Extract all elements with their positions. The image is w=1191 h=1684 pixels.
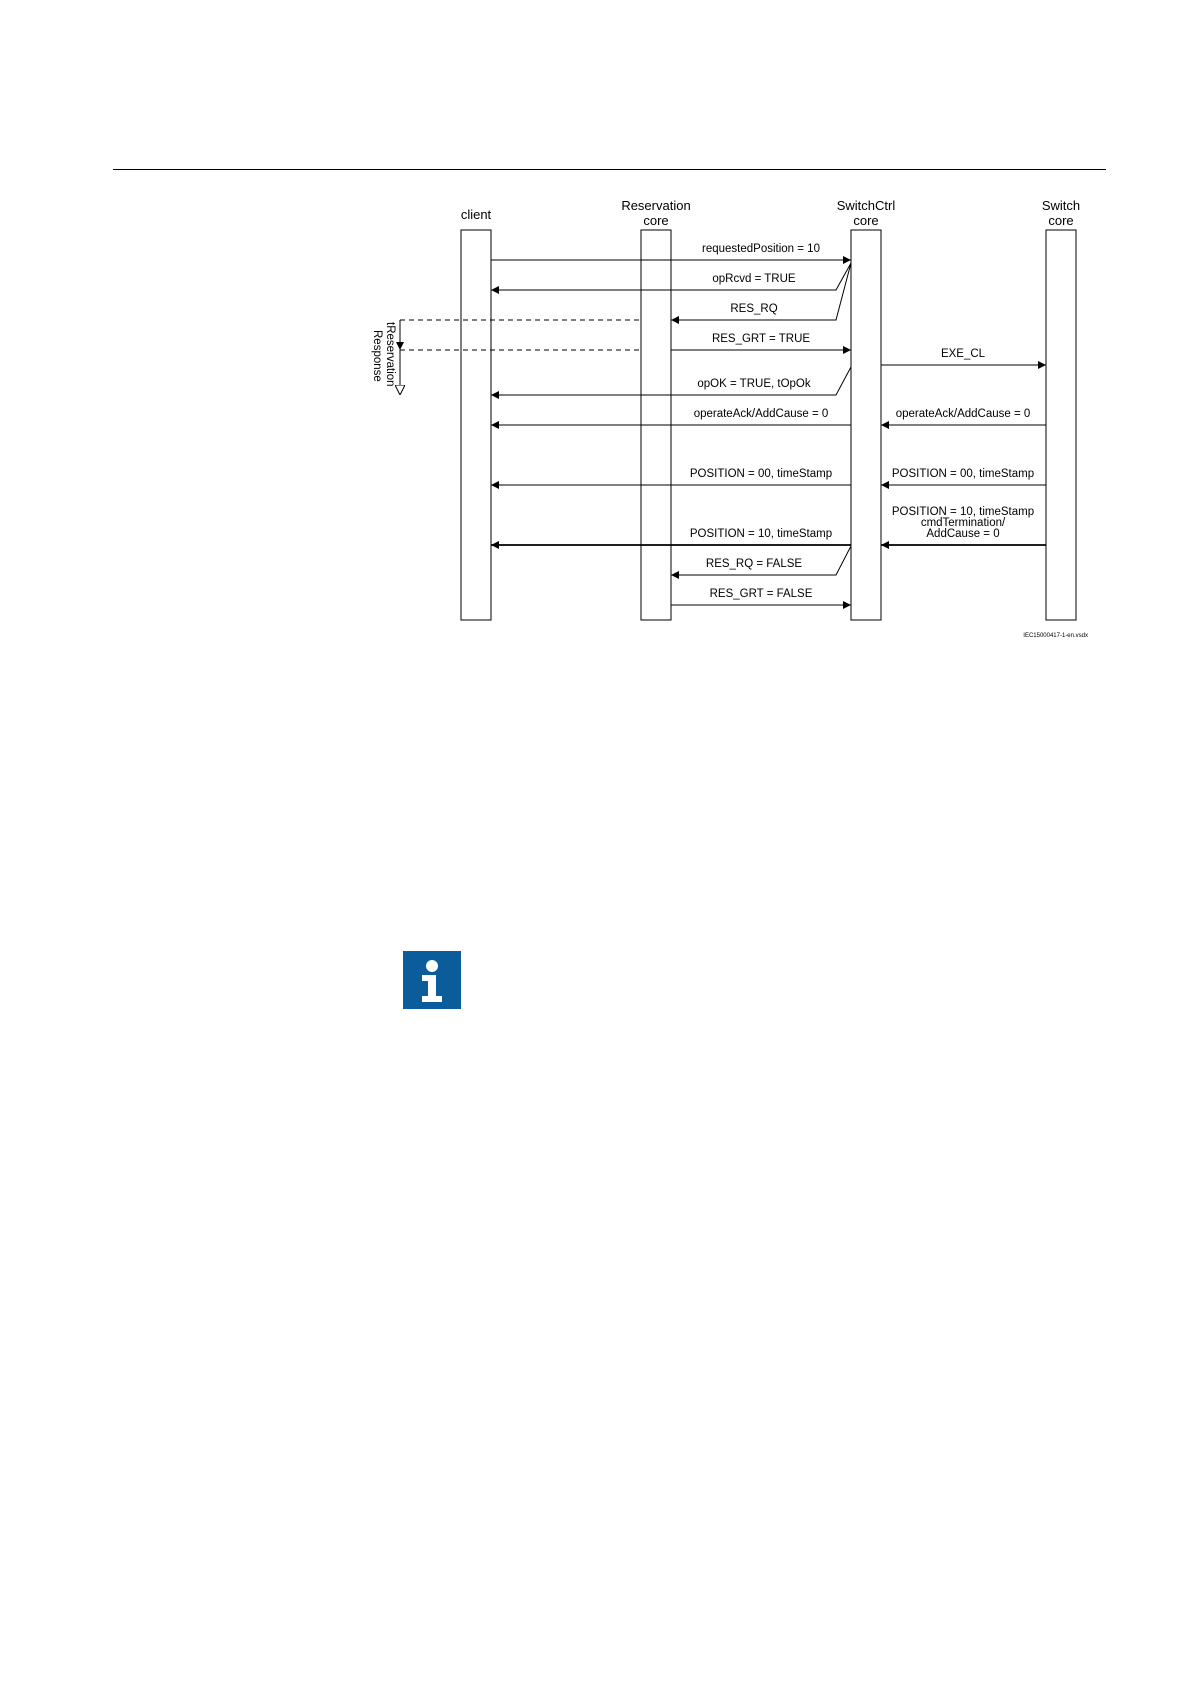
- message-label-operate-ack-switch: operateAck/AddCause = 0: [895, 408, 1031, 420]
- message-label-position-10-client: POSITION = 10, timeStamp: [689, 528, 833, 540]
- message-label-operate-ack-client: operateAck/AddCause = 0: [693, 408, 829, 420]
- lifeline-header-switchctrl: SwitchCtrl: [836, 198, 896, 213]
- lifeline-header-switch: Switch: [1041, 198, 1081, 213]
- timer-label-line2: Response: [371, 330, 383, 382]
- lifeline-box-switch: [1046, 230, 1076, 620]
- message-label-position-10-switch: POSITION = 10, timeStamp: [891, 506, 1035, 518]
- lifeline-box-client: [461, 230, 491, 620]
- message-label-res-grt-false: RES_GRT = FALSE: [709, 588, 813, 600]
- message-label-res-rq-false: RES_RQ = FALSE: [705, 558, 803, 570]
- info-icon: [403, 951, 461, 1009]
- message-label-res-grt-true: RES_GRT = TRUE: [711, 333, 811, 345]
- lifeline-header-reservation-sub: core: [643, 213, 669, 228]
- lifeline-header-switchctrl-sub: core: [853, 213, 879, 228]
- message-label-requested-position: requestedPosition = 10: [702, 243, 820, 255]
- figure-id: IEC15000417-1-en.vsdx: [1023, 633, 1088, 639]
- message-label-add-cause: AddCause = 0: [926, 528, 1000, 540]
- lifeline-box-switchctrl: [851, 230, 881, 620]
- lifeline-header-client: client: [460, 207, 492, 222]
- timer-label-line1: tReservation: [384, 322, 396, 387]
- message-label-exe-cl: EXE_CL: [940, 348, 986, 360]
- message-label-oprcvd: opRcvd = TRUE: [712, 273, 796, 285]
- lifeline-header-switch-sub: core: [1048, 213, 1074, 228]
- lifeline-header-reservation: Reservation: [621, 198, 691, 213]
- message-label-position-00-client: POSITION = 00, timeStamp: [689, 468, 833, 480]
- message-label-res-rq: RES_RQ: [730, 303, 778, 315]
- message-label-cmd-termination: cmdTermination/: [920, 517, 1006, 529]
- message-label-position-00-switch: POSITION = 00, timeStamp: [891, 468, 1035, 480]
- message-label-opok: opOK = TRUE, tOpOk: [697, 378, 811, 390]
